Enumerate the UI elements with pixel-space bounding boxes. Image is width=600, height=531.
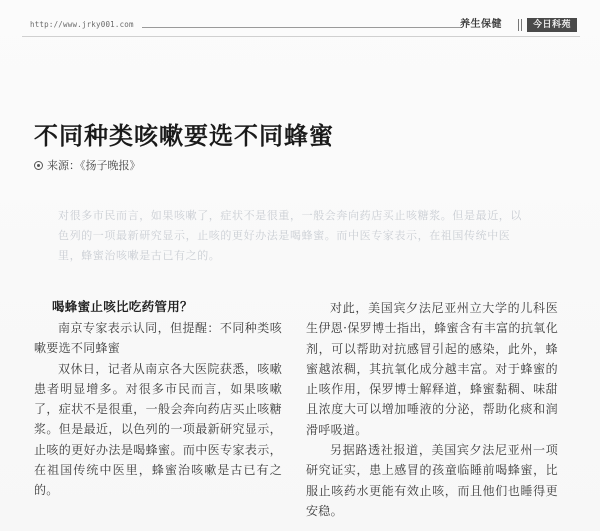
paragraph: 南京专家表示认同，但提醒：不同种类咳嗽要选不同蜂蜜 <box>34 321 282 356</box>
right-column <box>306 298 558 521</box>
article-source <box>34 157 141 173</box>
paragraph: 另据路透社报道，美国宾夕法尼亚州一项研究证实，患上感冒的孩童临睡前喝蜂蜜，比服止咳药水更能有效止咳，而且他们也睡得更安稳。 <box>306 443 558 518</box>
header-underline <box>22 36 580 37</box>
header-url: http://www.jrky001.com <box>30 20 134 29</box>
header-rule <box>142 27 462 28</box>
page-header <box>22 18 580 34</box>
target-icon <box>34 161 43 170</box>
header-separator <box>518 19 522 31</box>
article-title: 不同种类咳嗽要选不同蜂蜜 <box>34 122 334 150</box>
source-text: 来源：《扬子晚报》 <box>47 159 141 172</box>
paragraph: 对此，美国宾夕法尼亚州立大学的儿科医生伊恩·保罗博士指出，蜂蜜含有丰富的抗氧化剂，可以帮助对抗感冒引起的感染，此外，蜂蜜越浓稠，其抗氧化成分越丰富。对于蜂蜜的止咳作用，保罗博士解释道，蜂蜜黏稠、味甜且浓度大可以增加唾液的分泌，帮助化痰和润滑呼吸道。 <box>306 301 558 437</box>
paragraph: 双休日，记者从南京各大医院获悉，咳嗽患者明显增多。对很多市民而言，如果咳嗽了，症状不是很重，一般会奔向药店买止咳糖浆。但是最近，以色列的一项最新研究显示，止咳的更好办法是喝蜂蜜。而中医专家表示，在祖国传统中医里，蜂蜜治咳嗽是古已有之的。 <box>34 361 282 498</box>
column-subheading: 喝蜂蜜止咳比吃药管用？ <box>52 299 193 314</box>
left-column <box>34 298 282 501</box>
header-section-label: 养生保健 <box>460 19 502 30</box>
article-lead: 对很多市民而言，如果咳嗽了，症状不是很重，一般会奔向药店买止咳糖浆。但是最近，以色列的一项最新研究显示，止咳的更好办法是喝蜂蜜。而中医专家表示，在祖国传统中医里，蜂蜜治咳嗽是古已有之的。 <box>58 209 522 262</box>
header-badge: 今日科苑 <box>527 18 577 32</box>
